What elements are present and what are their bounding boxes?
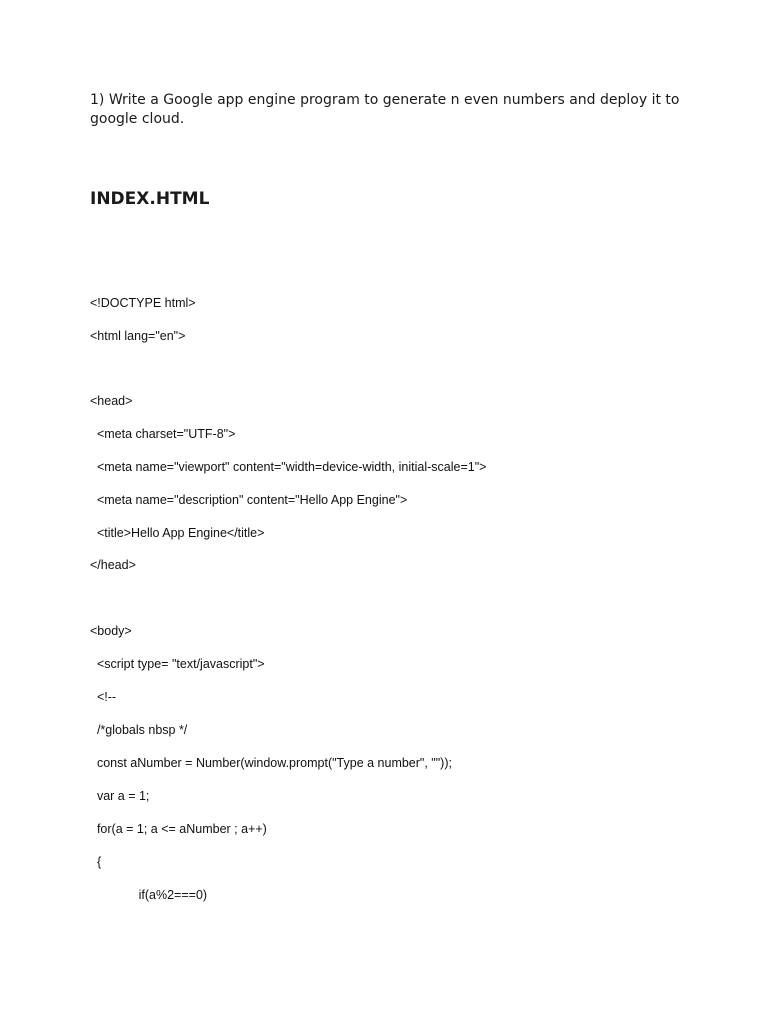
code-line: <title>Hello App Engine</title> (90, 526, 265, 540)
code-line: <!-- (90, 690, 117, 704)
code-line: if(a%2===0) (90, 888, 208, 902)
question-text: 1) Write a Google app engine program to generate n even numbers and deploy it to google cloud. (90, 92, 680, 127)
code-line: <meta charset="UTF-8"> (90, 427, 236, 441)
code-line: var a = 1; (90, 789, 150, 803)
code-line: <script type= "text/javascript"> (90, 657, 265, 671)
section-heading: INDEX.HTML (90, 189, 210, 209)
code-line: /*globals nbsp */ (90, 723, 188, 737)
code-line: <!DOCTYPE html> (90, 296, 196, 310)
code-line: </head> (90, 558, 136, 572)
code-line: <body> (90, 624, 132, 638)
code-line: <head> (90, 394, 133, 408)
code-line: <html lang="en"> (90, 329, 186, 343)
code-line: { (90, 855, 102, 869)
code-line: const aNumber = Number(window.prompt("Type a number", "")); (90, 756, 452, 770)
code-line: for(a = 1; a <= aNumber ; a++) (90, 822, 267, 836)
code-line: <meta name="description" content="Hello App Engine"> (90, 493, 408, 507)
code-line: <meta name="viewport" content="width=device-width, initial-scale=1"> (90, 460, 487, 474)
